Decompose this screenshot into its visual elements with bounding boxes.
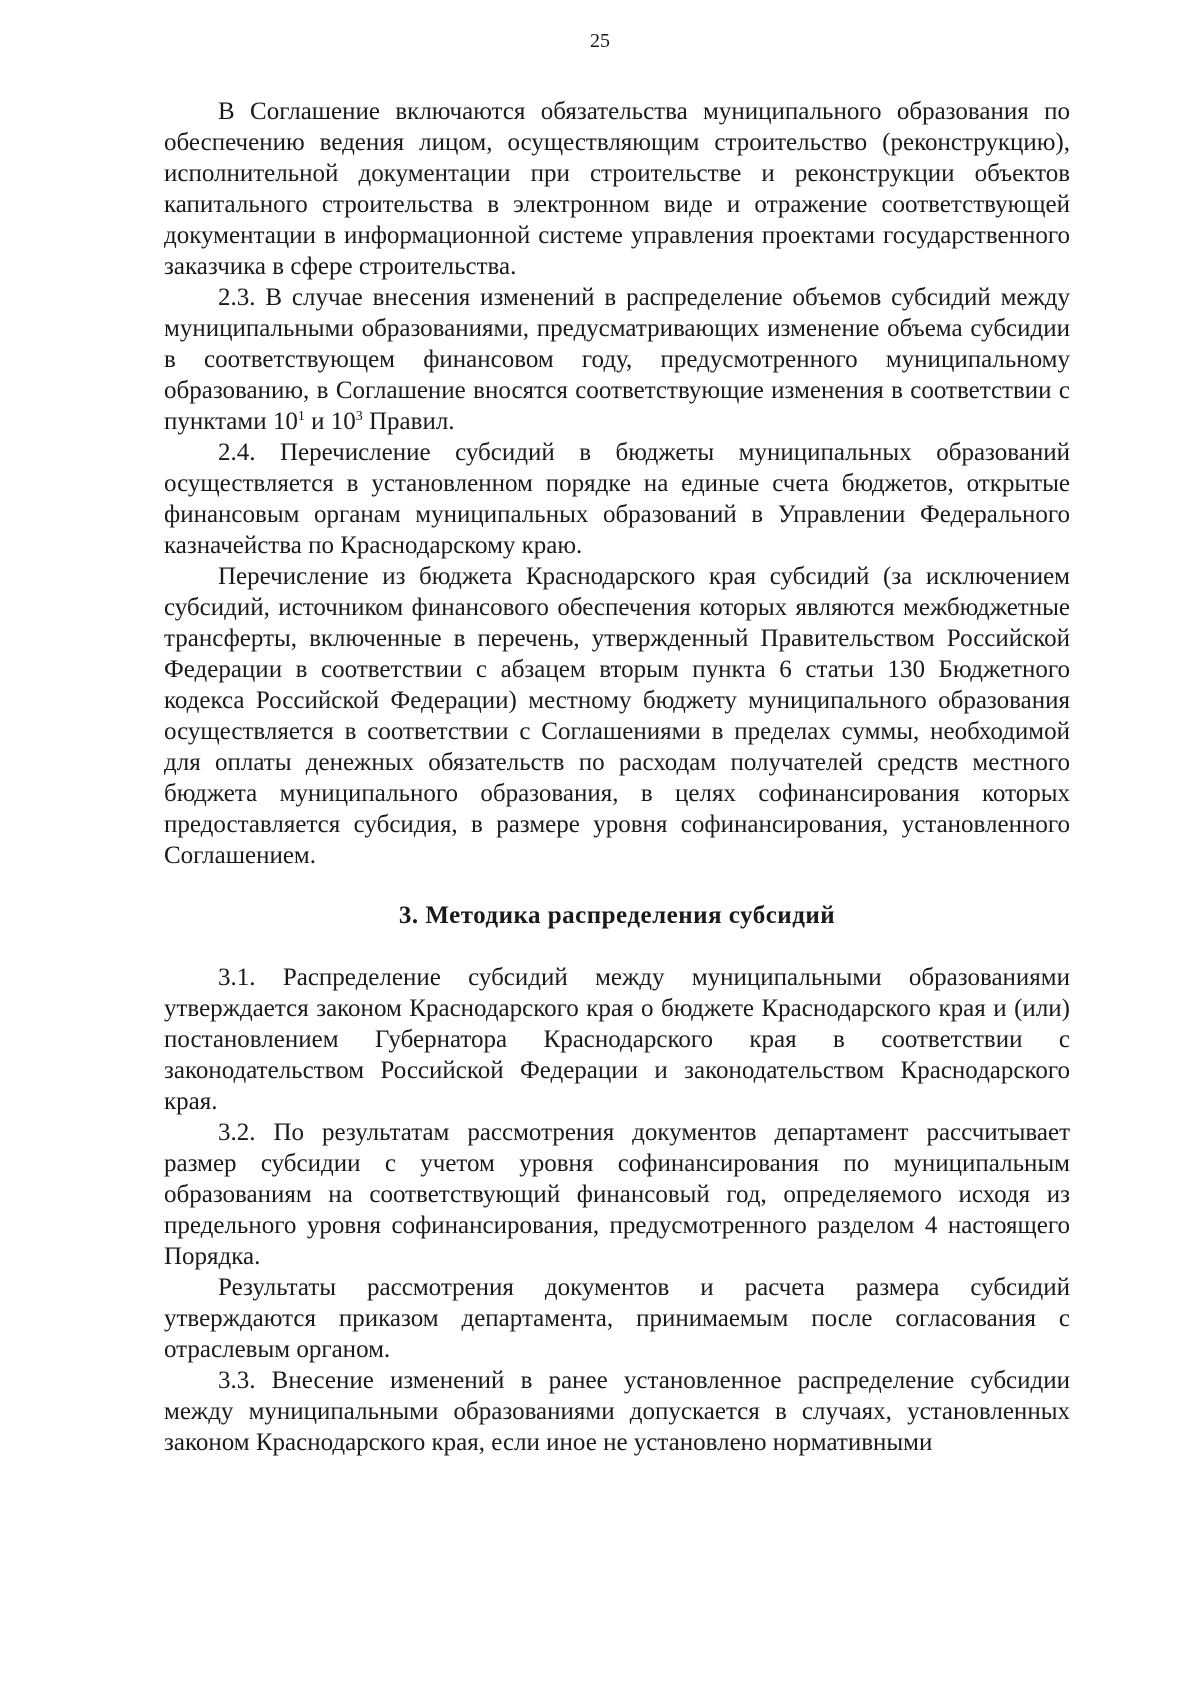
paragraph-3-3: 3.3. Внесение изменений в ранее установленное распределение субсидии между муниципальными образованиями допускается в случаях, установленных законом Краснодарского края, если иное не установлено нормативными xyxy=(164,1367,1070,1456)
superscript-3: 3 xyxy=(355,409,363,424)
paragraph-obligations: В Соглашение включаются обязательства муниципального образования по обеспечению ведения лицом, осуществляющим строительство (реконструкцию), исполнительной документации при строительстве и реконструкции объектов капитального строительства в электронном виде и отражение соответствующей документации в информационной системе управления проектами государственного заказчика в сфере строительства. xyxy=(164,98,1070,280)
paragraph-2-4: 2.4. Перечисление субсидий в бюджеты муниципальных образований осуществляется в установленном порядке на единые счета бюджетов, открытые финансовым органам муниципальных образований в Управлении Федерального казначейства по Краснодарскому краю. xyxy=(164,439,1070,559)
page-number: 25 xyxy=(590,30,610,52)
paragraph-2-3-text-middle: и 10 xyxy=(304,408,356,435)
superscript-1: 1 xyxy=(297,409,305,424)
paragraph-3-1: 3.1. Распределение субсидий между муниципальными образованиями утверждается законом Краснодарского края о бюджете Краснодарского края и (или) постановлением Губернатора Краснодарского края в соответствии с законодательством Российской Федерации и законодательством Краснодарского края. xyxy=(164,964,1070,1115)
paragraph-2-3-text-before: 2.3. В случае внесения изменений в распределение объемов субсидий между муниципальными образованиями, предусматривающих изменение объема субсидии в соответствующем финансовом году, предусмотренного муниципальному образованию, в Соглашение вносятся соответствующие изменения в соответствии с пунктами 10 xyxy=(164,284,1070,435)
section-heading: 3. Методика распределения субсидий xyxy=(398,902,836,929)
paragraph-2-3-text-after: Правил. xyxy=(362,408,455,435)
document-body xyxy=(164,96,1070,1458)
paragraph-3-2: 3.2. По результатам рассмотрения документов департамент рассчитывает размер субсидии с учетом уровня софинансирования по муниципальным образованиям на соответствующий финансовый год, определяемого исходя из предельного уровня софинансирования, предусмотренного разделом 4 настоящего Порядка. xyxy=(164,1119,1070,1270)
paragraph-results: Результаты рассмотрения документов и расчета размера субсидий утверждаются приказом департамента, принимаемым после согласования с отраслевым органом. xyxy=(164,1274,1070,1363)
paragraph-transfer: Перечисление из бюджета Краснодарского края субсидий (за исключением субсидий, источником финансового обеспечения которых являются межбюджетные трансферты, включенные в перечень, утвержденный Правительством Российской Федерации в соответствии с абзацем вторым пункта 6 статьи 130 Бюджетного кодекса Российской Федерации) местному бюджету муниципального образования осуществляется в соответствии с Соглашениями в пределах суммы, необходимой для оплаты денежных обязательств по расходам получателей средств местного бюджета муниципального образования, в целях софинансирования которых предоставляется субсидия, в размере уровня софинансирования, установленного Соглашением. xyxy=(164,563,1070,869)
paragraph-2-3 xyxy=(164,282,1070,437)
